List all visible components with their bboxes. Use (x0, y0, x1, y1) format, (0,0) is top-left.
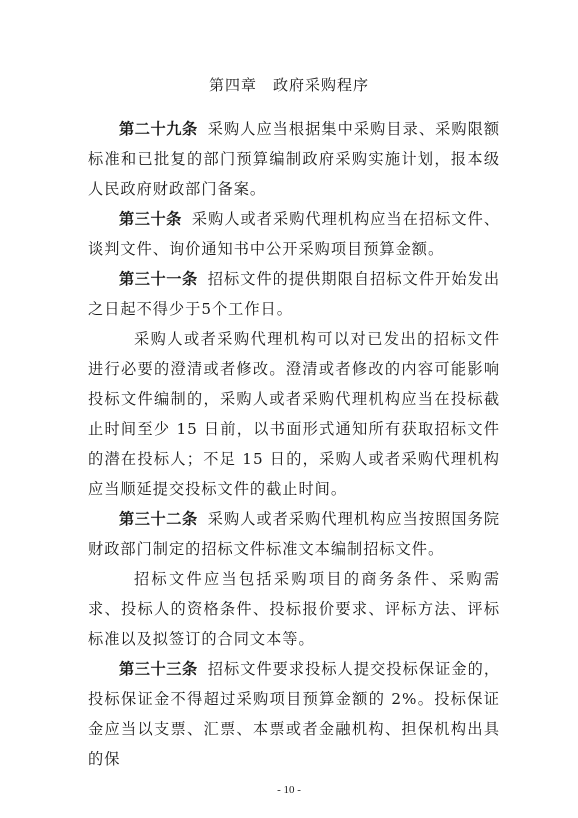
page-number: - 10 - (277, 784, 301, 796)
article-number: 第二十九条 (119, 120, 198, 138)
article-text: 采购人或者采购代理机构应当在招标文件、谈判文件、询价通知书中公开采购项目预算金额。 (88, 210, 500, 258)
chapter-title: 第四章 政府采购程序 (208, 76, 369, 94)
article-number: 第三十一条 (119, 270, 198, 288)
article-number: 第三十条 (119, 210, 182, 228)
paragraph-text: 招标文件应当包括采购项目的商务条件、采购需求、投标人的资格条件、投标报价要求、评标方法、评标标准以及拟签订的合同文本等。 (88, 570, 500, 648)
article-31 (88, 264, 500, 324)
article-text: 招标文件的提供期限自招标文件开始发出之日起不得少于5个工作日。 (88, 270, 501, 318)
article-text: 招标文件要求投标人提交投标保证金的，投标保证金不得超过采购项目预算金额的 2%。投标保证金应当以支票、汇票、本票或者金融机构、担保机构出具的保 (88, 660, 501, 768)
article-text: 采购人或者采购代理机构应当按照国务院财政部门制定的招标文件标准文本编制招标文件。 (88, 510, 501, 558)
article-number: 第三十二条 (119, 510, 198, 528)
article-number: 第三十三条 (119, 660, 198, 678)
article-30 (88, 204, 500, 264)
article-29 (88, 114, 500, 204)
article-31-para-2 (88, 324, 500, 504)
article-32-para-2 (88, 564, 500, 654)
article-32 (88, 504, 500, 564)
paragraph-text: 采购人或者采购代理机构可以对已发出的招标文件进行必要的澄清或者修改。澄清或者修改的内容可能影响投标文件编制的，采购人或者采购代理机构应当在投标截止时间至少 15 日前，以书面形式通知所有获取招标文件的潜在投标人；不足 15 日的，采购人或者采购代理机构应当顺延提交投标文件的截止时间。 (88, 330, 500, 498)
article-text: 采购人应当根据集中采购目录、采购限额标准和已批复的部门预算编制政府采购实施计划，报本级人民政府财政部门备案。 (88, 120, 501, 198)
document-body (88, 114, 500, 774)
article-33 (88, 654, 500, 774)
